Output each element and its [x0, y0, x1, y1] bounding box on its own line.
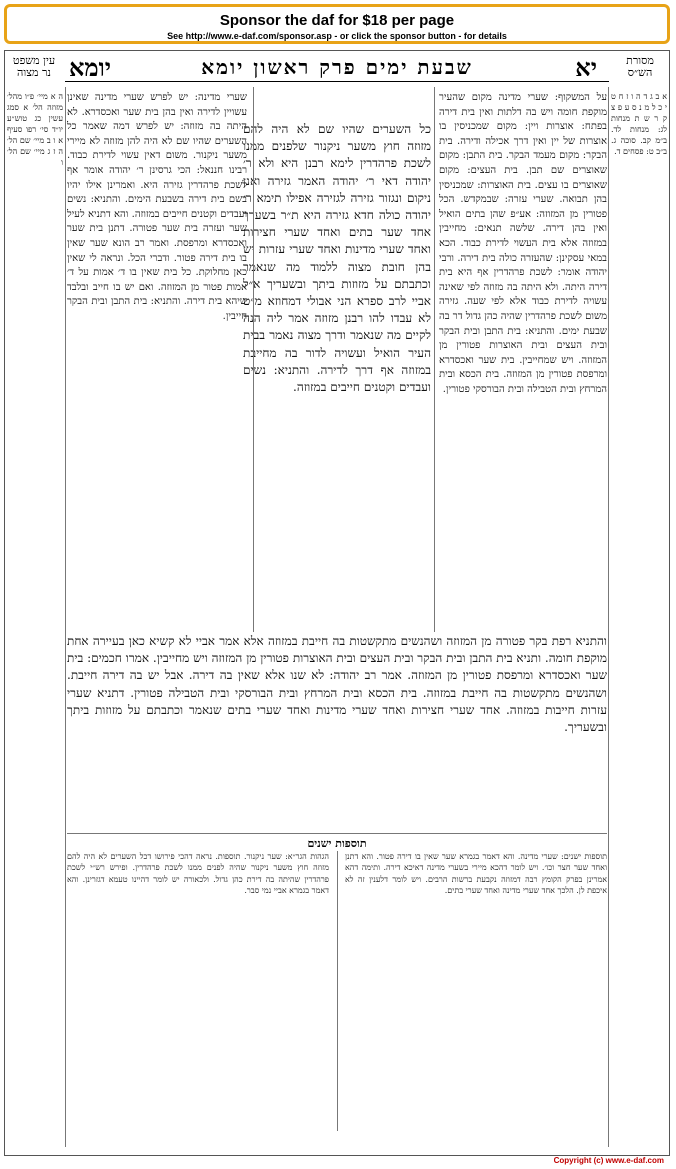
tosafot-column: שערי מדינה: יש לפרש שערי מדינה שאינן עשויין לדירה ואין בהן בית שער ואכסדרא. לא היתה בה מזוזה: יש לפרש דמה שאמר כל השערים שהיו שם לא היה להן מזוזה לא מיירי משער ניקנור. משום דאין עשוי לדירת כבוד. רבינו חננאל: הכי גרסינן ר׳ יהודה אומר אף לשכת פרהדרין גזירה היא. ואמרינן אילו יהיו בשם בית דירה בשבעת הימים. והתניא: נשים ועבדים וקטנים חייבים במזוזה. והא דתניא לעיל שער ועזרה בית שער פטורה. דתנן בית שער ואכסדרא ומרפסת. ואמר רב הונא שער שאין בו בית דירה פטור. ודברי הכל. ונראה לי שאין כאן מחלוקת. כל בית שאין בו ד׳ אמות על ד׳ אמות פטור מן המזוזה. ואם יש בו חייב ובלבד שיהא בית דירה. והתניא: בית התבן ובית הבקר חייבין. [67, 92, 247, 322]
divider-rashi [434, 87, 435, 632]
masechta-title: יומא [69, 53, 112, 82]
bottom-center-divider [337, 851, 338, 1131]
perek-title: שבעת ימים פרק ראשון יומא [201, 55, 473, 79]
bottom-divider [67, 833, 607, 834]
sponsor-title[interactable]: Sponsor the daf for $18 per page [219, 12, 455, 29]
talmud-page [4, 50, 670, 1156]
ein-mishpat-label: עין משפט נר מצוה [12, 54, 56, 79]
masoret-hashas-label: מסורת הש״ס [626, 54, 654, 79]
gemara-column: כל השערים שהיו שם לא היה להם מזוזה חוץ משער ניקנור שלפנים ממנו לשכת פרהדרין לימא רבנן היא ולא ר׳ יהודה דאי ר׳ יהודה האמר גזירה ואנן ניקום ונגזור גזירה לגזירה אפילו תימא ר׳ יהודה כולה חדא גזירה היא ת״ר בשערך אחד שער בתים ואחד שערי חצירות ואחד שערי מדינות ואחד שערי עזרות יש בהן חובת מצוה ללמוד מה שנאמר וכתבתם על מזוזות ביתך ובשעריך א״ל אביי לרב ספרא הני אבולי דמחוזא מ״ט לא עבדו להו רבנן מזוזה אמר ליה הנה לקיים מה שנאמר ודרך מצוה נאמר בבית העיר הואיל ועשויה לדור בה מחייבת במזוזה אף דרך לדירה. והתניא: נשים ועבדים וקטנים חייבים במזוזה. [243, 122, 431, 395]
gemara-wide-block: והתניא רפת בקר פטורה מן המזוזה ושהנשים מתקשטות בה חייבת במזוזה אלא אמר אביי לא קשיא כאן בעיירה אחת מוקפת חומה. ותניא בית התבן ובית הבקר ובית העצים ובית האוצרות פטורין מן המזוזה ויש מחייבין. אמרו חכמים: בית שער ואכסדרא ומרפסת פטורין מן המזוזה. אמר רב יהודה: לא שנו אלא שאין בה דירה. אבל יש בה דירה חייבת. ושהנשים מתקשטות בה חייבת במזוזה. בית הכסא ובית המרחץ ובית הבורסקי ובית הטבילה פטורין. דתניא שערי עזרות חייבות במזוזה. אחד שערי חצירות ואחד שערי מדינות ואחד שערי בתים שנאמר וכתבתם על מזוזות ביתך ובשעריך. [67, 634, 607, 735]
bottom-commentary-left: הגהות הגר״א: שער ניקנור. תוספות. נראה דהכי פירושו דכל השערים לא היה להם מזוזה חוץ משער ניקנור שהיה לפנים ממנו לשכת פרהדרין. ופירש רש״י לשכת פרהדרין שהיתה בה דירת כהן גדול. ולכאורה יש לומר דהיינו טעמא דגזרינן. והא דאמר בגמרא אביי נמי סבר. [67, 852, 329, 896]
masoret-hashas-column: א ב ג ד ה ו ז ח ט י כ ל מ נ ס ע פ צ ק ר ש ת מנחות לג: מנחות לד. ב״מ קב. סוכה ג. ב״ב ט: פסחים ד. [611, 92, 667, 156]
daf-number: יא [575, 53, 597, 82]
ein-mishpat-column: ה א מיי׳ פ״ו מהל׳ מזוזה הל׳ א סמג עשין כג טוש״ע יו״ד סי׳ רפו סעיף א ו ב מיי׳ שם הל׳ ה ז ג מיי׳ שם הל׳ ו [7, 92, 63, 167]
sponsor-subtitle: See http://www.e-daf.com/sponsor.asp - or click the sponsor button - for details [167, 31, 507, 41]
divider-left [65, 87, 66, 1147]
copyright-notice[interactable]: Copyright (c) www.e-daf.com [553, 1156, 664, 1165]
page-header [5, 51, 669, 81]
header-divider [65, 81, 609, 82]
sponsor-banner[interactable] [4, 4, 670, 44]
divider-tosafot [253, 87, 254, 632]
rashi-column: על המשקוף: שערי מדינה מקום שהעיר מוקפת חומה ויש בה דלתות ואין בית דירה בפתח: אוצרות ויין: מקום שמכניסין בו אוצרות של יין ואין דרך אכילה ודירה. בית הבקר: מקום מעמד הבקר. בית התבן: מקום שאוצרים שם תבן. בית העצים: מקום שאוצרים בו עצים. בית האוצרות: שמכניסין בהן תבואה. שערי עזרה: שבמקדש. הכל פטורין מן המזוזה: אע״פ שהן בתים הואיל ואין בהן דירה. שלשה תנאים: מחייבין במזוזה אלא בית העשוי לדירת כבוד. הכא במאי עסקינן: שהעזרה כולה בית דירה. ורבי יהודה אומר: לשכת פרהדרין אף היא בית דירה היתה. ולא היתה בה מזוזה לפי שאינה עשויה לדירת כבוד אלא לפי שעה. גזירה משום לשכת פרהדרין שהיה כהן גדול דר בה שבעת ימים. והתניא: בית התבן ובית הבקר ובית העצים ובית האוצרות פטורין מן המזוזה. ויש שמחייבין. בית שער ואכסדרא ומרפסת פטורין מן המזוזה. בית הכסא ובית המרחץ ובית הטבילה ובית הבורסקי פטורין. [439, 92, 607, 395]
bottom-section-heading: תוספות ישנים [307, 837, 367, 850]
bottom-commentary-right: תוספות ישנים: שערי מדינה. והא דאמר בגמרא שער שאין בו דירה פטור. והא דתנן ואחד שער חצר וכו׳. ויש לומר דהכא מיירי בשערי מדינה דאיכא דירה. ותימה דהא אמרינן בפרק הקומץ רבה דמזוזה נקבעת ברשות הרבים. ויש לומר דלענין זה לא איכפת לן. הלכך אחד שערי מדינה ואחד שערי בתים. [345, 852, 607, 896]
divider-right [608, 87, 609, 1147]
